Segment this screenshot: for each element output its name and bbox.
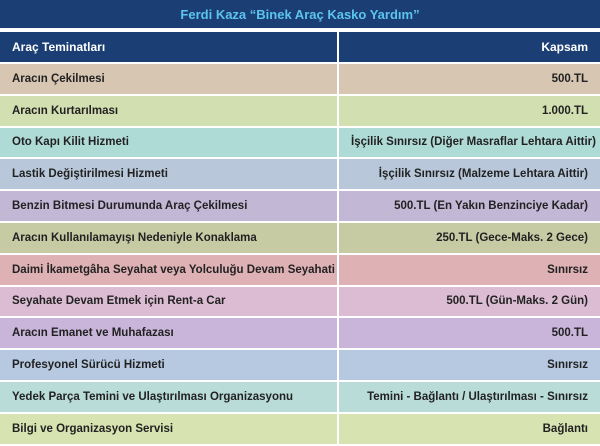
coverage-item-cell: Aracın Kullanılamayışı Nedeniyle Konaklama <box>0 222 338 254</box>
coverage-scope-cell: Temini - Bağlantı / Ulaştırılması - Sınırsız <box>338 381 600 413</box>
coverage-item-cell: Oto Kapı Kilit Hizmeti <box>0 127 338 159</box>
header-scope: Kapsam <box>338 31 600 63</box>
coverage-item-cell: Aracın Emanet ve Muhafazası <box>0 317 338 349</box>
coverage-scope-cell: 500.TL <box>338 63 600 95</box>
coverage-item-cell: Yedek Parça Temini ve Ulaştırılması Organizasyonu <box>0 381 338 413</box>
table-title: Ferdi Kaza “Binek Araç Kasko Yardım” <box>0 0 600 30</box>
coverage-item-cell: Aracın Kurtarılması <box>0 95 338 127</box>
table-row <box>0 63 600 95</box>
coverage-scope-cell: Sınırsız <box>338 349 600 381</box>
table-row <box>0 127 600 159</box>
table-row <box>0 158 600 190</box>
coverage-scope-cell: İşçilik Sınırsız (Diğer Masraflar Lehtara Aittir) <box>338 127 600 159</box>
table-row <box>0 286 600 318</box>
table-row <box>0 381 600 413</box>
table-row <box>0 222 600 254</box>
coverage-table <box>0 30 600 446</box>
table-header-row <box>0 31 600 63</box>
table-row <box>0 190 600 222</box>
coverage-scope-cell: Sınırsız <box>338 254 600 286</box>
coverage-scope-cell: İşçilik Sınırsız (Malzeme Lehtara Aittir) <box>338 158 600 190</box>
coverage-scope-cell: 1.000.TL <box>338 95 600 127</box>
coverage-scope-cell: 500.TL (Gün-Maks. 2 Gün) <box>338 286 600 318</box>
coverage-item-cell: Aracın Çekilmesi <box>0 63 338 95</box>
coverage-item-cell: Daimi İkametgâha Seyahat veya Yolculuğu Devam Seyahati <box>0 254 338 286</box>
coverage-scope-cell: 500.TL <box>338 317 600 349</box>
table-row <box>0 413 600 445</box>
table-row <box>0 317 600 349</box>
coverage-item-cell: Seyahate Devam Etmek için Rent-a Car <box>0 286 338 318</box>
table-row <box>0 349 600 381</box>
coverage-scope-cell: 500.TL (En Yakın Benzinciye Kadar) <box>338 190 600 222</box>
table-row <box>0 254 600 286</box>
coverage-scope-cell: Bağlantı <box>338 413 600 445</box>
table-row <box>0 95 600 127</box>
coverage-scope-cell: 250.TL (Gece-Maks. 2 Gece) <box>338 222 600 254</box>
coverage-item-cell: Lastik Değiştirilmesi Hizmeti <box>0 158 338 190</box>
coverage-item-cell: Profesyonel Sürücü Hizmeti <box>0 349 338 381</box>
header-coverage-item: Araç Teminatları <box>0 31 338 63</box>
coverage-item-cell: Bilgi ve Organizasyon Servisi <box>0 413 338 445</box>
coverage-item-cell: Benzin Bitmesi Durumunda Araç Çekilmesi <box>0 190 338 222</box>
